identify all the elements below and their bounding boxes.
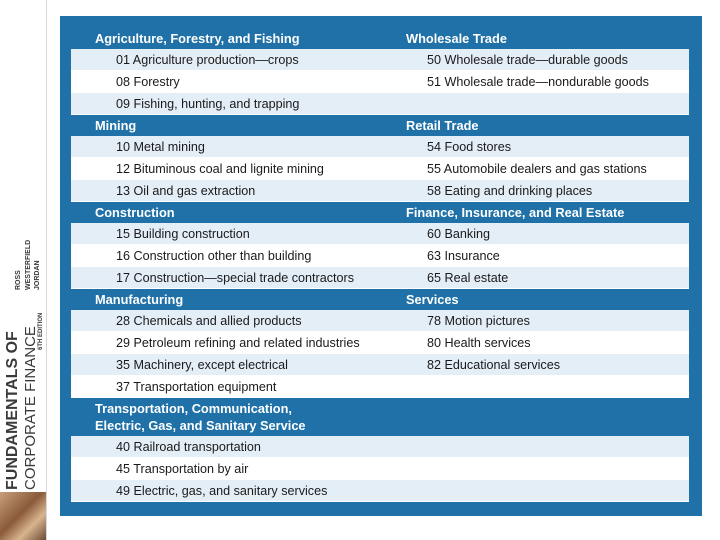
sic-entry-right: 58 Eating and drinking places <box>387 180 689 202</box>
sic-code-table <box>71 28 689 502</box>
table-row <box>71 376 689 398</box>
table-row <box>71 354 689 376</box>
sic-entry-left: 45 Transportation by air <box>71 458 387 480</box>
table-row <box>71 267 689 289</box>
sic-entry-right: 55 Automobile dealers and gas stations <box>387 158 689 180</box>
section-header-row <box>71 115 689 137</box>
spine-author-3: JORDAN <box>34 260 41 290</box>
table-row <box>71 49 689 71</box>
table-row <box>71 245 689 267</box>
sic-code-table-panel <box>71 28 689 502</box>
sic-entry-left: 40 Railroad transportation <box>71 436 387 458</box>
section-heading-left <box>71 398 387 437</box>
slide-frame <box>60 16 702 516</box>
section-heading-right: Retail Trade <box>387 115 689 137</box>
table-row <box>71 158 689 180</box>
sic-entry-right: 78 Motion pictures <box>387 310 689 332</box>
sic-entry-left: 15 Building construction <box>71 223 387 245</box>
spine-title <box>0 230 46 492</box>
sic-entry-left: 12 Bituminous coal and lignite mining <box>71 158 387 180</box>
section-header-row <box>71 202 689 224</box>
section-heading-line-1: Transportation, Communication, <box>95 401 292 416</box>
table-row <box>71 180 689 202</box>
book-spine <box>0 0 47 540</box>
section-heading-left: Manufacturing <box>71 289 387 311</box>
sic-entry-right <box>387 480 689 502</box>
section-header-row <box>71 28 689 49</box>
cover-artwork <box>0 492 46 540</box>
sic-entry-left: 10 Metal mining <box>71 136 387 158</box>
sic-entry-right: 63 Insurance <box>387 245 689 267</box>
sic-entry-right <box>387 93 689 115</box>
sic-entry-right <box>387 436 689 458</box>
table-row <box>71 480 689 502</box>
sic-entry-left: 28 Chemicals and allied products <box>71 310 387 332</box>
sic-entry-right <box>387 376 689 398</box>
section-heading-right: Services <box>387 289 689 311</box>
sic-entry-left: 16 Construction other than building <box>71 245 387 267</box>
sic-entry-left: 09 Fishing, hunting, and trapping <box>71 93 387 115</box>
table-row <box>71 310 689 332</box>
table-row <box>71 436 689 458</box>
sic-entry-right: 82 Educational services <box>387 354 689 376</box>
sic-entry-left: 49 Electric, gas, and sanitary services <box>71 480 387 502</box>
table-row <box>71 458 689 480</box>
sic-entry-right: 50 Wholesale trade—durable goods <box>387 49 689 71</box>
sic-entry-right: 65 Real estate <box>387 267 689 289</box>
table-row <box>71 223 689 245</box>
section-heading-right: Wholesale Trade <box>387 28 689 49</box>
section-heading-left: Agriculture, Forestry, and Fishing <box>71 28 387 49</box>
sic-entry-right: 60 Banking <box>387 223 689 245</box>
sic-entry-left: 35 Machinery, except electrical <box>71 354 387 376</box>
sic-entry-left: 29 Petroleum refining and related industries <box>71 332 387 354</box>
section-heading-left: Construction <box>71 202 387 224</box>
sic-entry-left: 08 Forestry <box>71 71 387 93</box>
section-header-row <box>71 398 689 437</box>
section-heading-right: Finance, Insurance, and Real Estate <box>387 202 689 224</box>
sic-entry-left: 17 Construction—special trade contractors <box>71 267 387 289</box>
section-header-row <box>71 289 689 311</box>
table-row <box>71 71 689 93</box>
sic-entry-right: 54 Food stores <box>387 136 689 158</box>
section-heading-line-2: Electric, Gas, and Sanitary Service <box>95 418 306 433</box>
spine-author-2: WESTERFIELD <box>25 239 32 290</box>
sic-entry-right: 80 Health services <box>387 332 689 354</box>
sic-entry-right <box>387 458 689 480</box>
sic-entry-left: 13 Oil and gas extraction <box>71 180 387 202</box>
sic-entry-left: 01 Agriculture production—crops <box>71 49 387 71</box>
spine-title-bold: FUNDAMENTALS OF <box>4 331 21 490</box>
section-heading-right <box>387 398 689 437</box>
table-row <box>71 93 689 115</box>
spine-title-light: CORPORATE FINANCE <box>22 326 39 490</box>
spine-author-1: ROSS <box>15 270 22 290</box>
sic-entry-right: 51 Wholesale trade—nondurable goods <box>387 71 689 93</box>
sic-entry-left: 37 Transportation equipment <box>71 376 387 398</box>
table-row <box>71 332 689 354</box>
spine-edition: 6TH EDITION <box>38 312 44 350</box>
section-heading-left: Mining <box>71 115 387 137</box>
table-row <box>71 136 689 158</box>
